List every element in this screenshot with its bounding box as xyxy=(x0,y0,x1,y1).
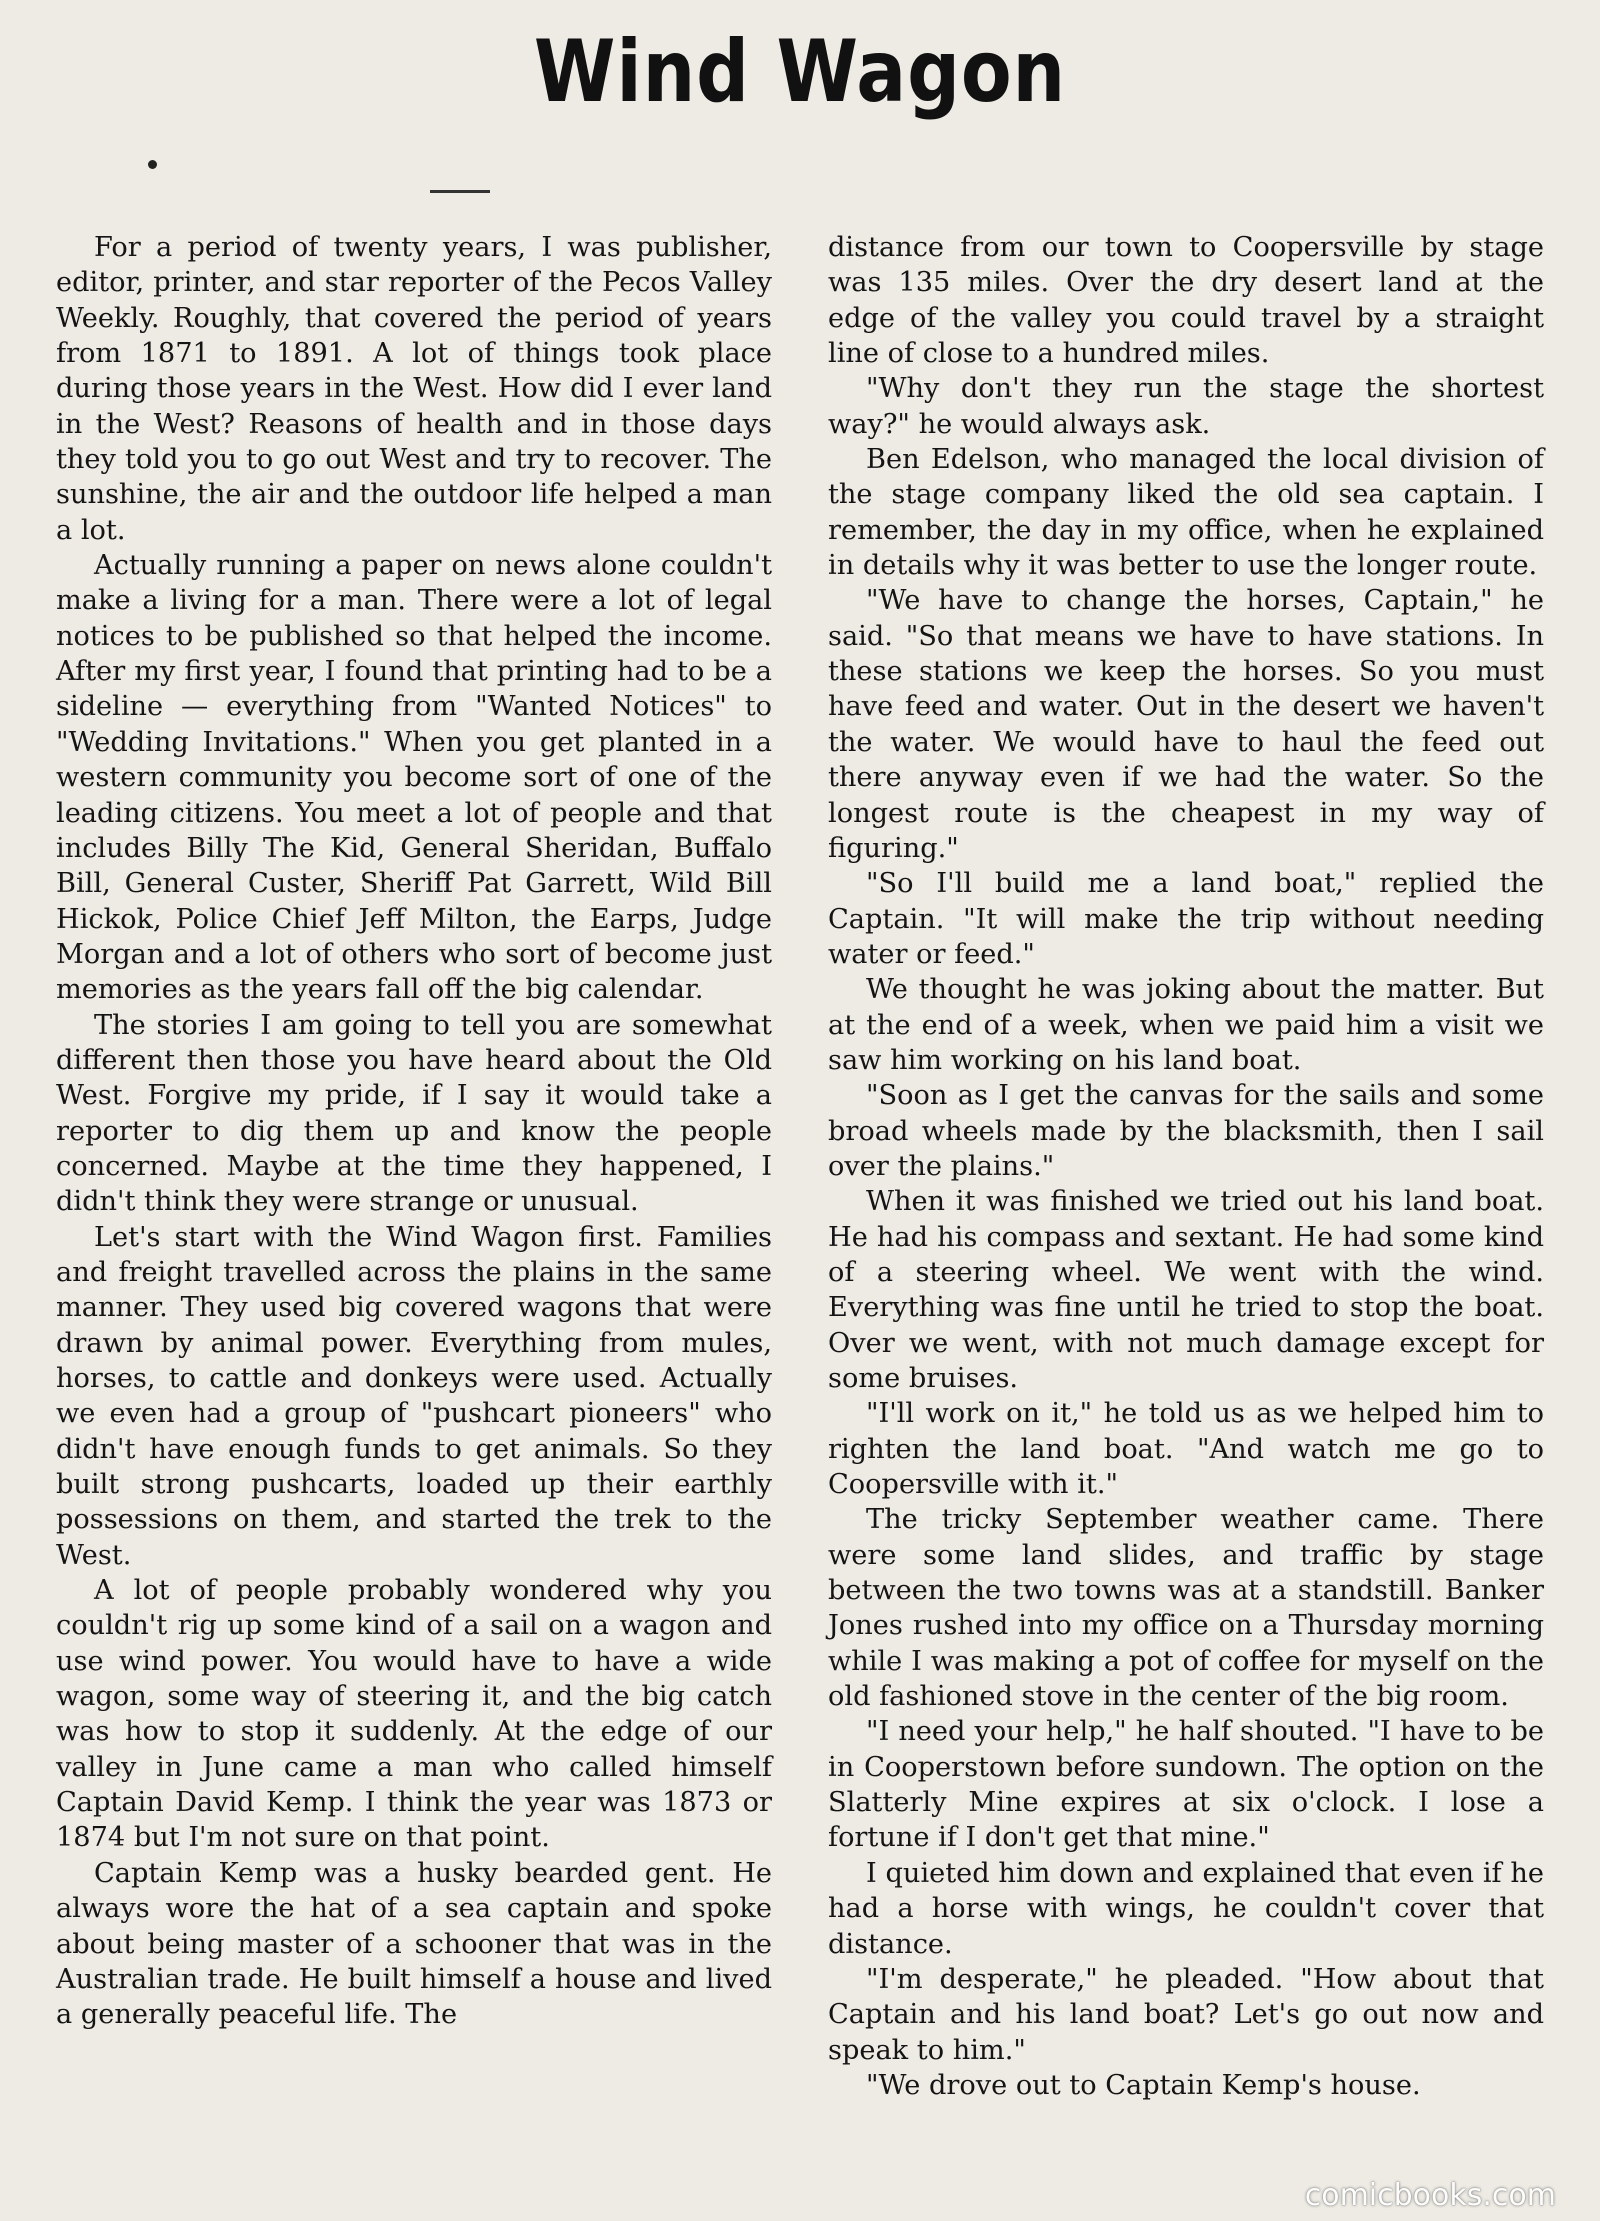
paragraph: When it was finished we tried out his land boat. He had his compass and sextant. He had some kind of a steering wheel. We went with the wind. Everything was fine until he tried to stop the boat. Over we went, with not much damage except for some bruises. xyxy=(828,1186,1544,1394)
decorative-dot xyxy=(148,160,157,169)
paragraph: "We drove out to Captain Kemp's house. xyxy=(866,2069,1421,2101)
paragraph: A lot of people probably wondered why you couldn't rig up some kind of a sail on a wagon and use wind power. You would have to have a wide wagon, some way of steering it, and the big catch was how to stop it suddenly. At the edge of our valley in June came a man who called himself Captain David Kemp. I think the year was 1873 or 1874 but I'm not sure on that point. xyxy=(56,1575,772,1854)
decorative-rule xyxy=(430,190,490,193)
article-left-column xyxy=(56,230,772,2033)
paragraph: For a period of twenty years, I was publisher, editor, printer, and star reporter of the Pecos Valley Weekly. Roughly, that covered the period of years from 1871 to 1891. A lot of things took place during those years in the West. How did I ever land in the West? Reasons of health and in those days they told you to go out West and try to recover. The sunshine, the air and the outdoor life helped a man a lot. xyxy=(56,232,772,546)
page-title: Wind Wagon xyxy=(533,22,1067,122)
watermark: comicbooks.com xyxy=(1304,2178,1556,2213)
paragraph: We thought he was joking about the matter. But at the end of a week, when we paid him a visit we saw him working on his land boat. xyxy=(828,974,1544,1076)
paragraph: "I need your help," he half shouted. "I have to be in Cooperstown before sundown. The option on the Slatterly Mine expires at six o'clock. I lose a fortune if I don't get that mine." xyxy=(828,1716,1544,1854)
paragraph: "Soon as I get the canvas for the sails and some broad wheels made by the blacksmith, then I sail over the plains." xyxy=(828,1080,1544,1182)
paragraph: "We have to change the horses, Captain," he said. "So that means we have to have stations. In these stations we keep the horses. So you must have feed and water. Out in the desert we haven't the water. We would have to haul the feed out there anyway even if we had the water. So the longest route is the cheapest in my way of figuring." xyxy=(828,585,1544,864)
paragraph: Let's start with the Wind Wagon first. Families and freight travelled across the plains in the same manner. They used big covered wagons that were drawn by animal power. Everything from mules, horses, to cattle and donkeys were used. Actually we even had a group of "pushcart pioneers" who didn't have enough funds to get animals. So they built strong pushcarts, loaded up their earthly possessions on them, and started the trek to the West. xyxy=(56,1221,772,1571)
paragraph: Captain Kemp was a husky bearded gent. He always wore the hat of a sea captain and spoke about being master of a schooner that was in the Australian trade. He built himself a house and lived a generally peaceful life. The xyxy=(56,1857,772,2031)
paragraph: "So I'll build me a land boat," replied the Captain. "It will make the trip without needing water or feed." xyxy=(828,868,1544,970)
paragraph: distance from our town to Coopersville by stage was 135 miles. Over the dry desert land at the edge of the valley you could travel by a straight line of close to a hundred miles. xyxy=(828,232,1544,370)
paragraph: The stories I am going to tell you are somewhat different then those you have heard about the Old West. Forgive my pride, if I say it would take a reporter to dig them up and know the people concerned. Maybe at the time they happened, I didn't think they were strange or unusual. xyxy=(56,1009,772,1218)
paragraph: Actually running a paper on news alone couldn't make a living for a man. There were a lot of legal notices to be published so that helped the income. After my first year, I found that printing had to be a sideline — everything from "Wanted Notices" to "Wedding Invitations." When you get planted in a western community you become sort of one of the leading citizens. You meet a lot of people and that includes Billy The Kid, General Sheridan, Buffalo Bill, General Custer, Sheriff Pat Garrett, Wild Bill Hickok, Police Chief Jeff Milton, the Earps, Judge Morgan and a lot of others who sort of become just memories as the years fall off the big calendar. xyxy=(56,550,772,1006)
paragraph: I quieted him down and explained that even if he had a horse with wings, he couldn't cover that distance. xyxy=(828,1857,1544,1960)
paragraph: "I'll work on it," he told us as we helped him to righten the land boat. "And watch me go to Coopersville with it." xyxy=(828,1398,1544,1501)
article-right-column xyxy=(828,230,1544,2103)
paragraph: "Why don't they run the stage the shortest way?" he would always ask. xyxy=(828,373,1544,440)
paragraph: "I'm desperate," he pleaded. "How about that Captain and his land boat? Let's go out now and speak to him." xyxy=(828,1963,1544,2066)
paragraph: The tricky September weather came. There were some land slides, and traffic by stage between the two towns was at a standstill. Banker Jones rushed into my office on a Thursday morning while I was making a pot of coffee for myself on the old fashioned stove in the center of the big room. xyxy=(828,1504,1544,1713)
paragraph: Ben Edelson, who managed the local division of the stage company liked the old sea captain. I remember, the day in my office, when he explained in details why it was better to use the longer route. xyxy=(828,444,1544,582)
